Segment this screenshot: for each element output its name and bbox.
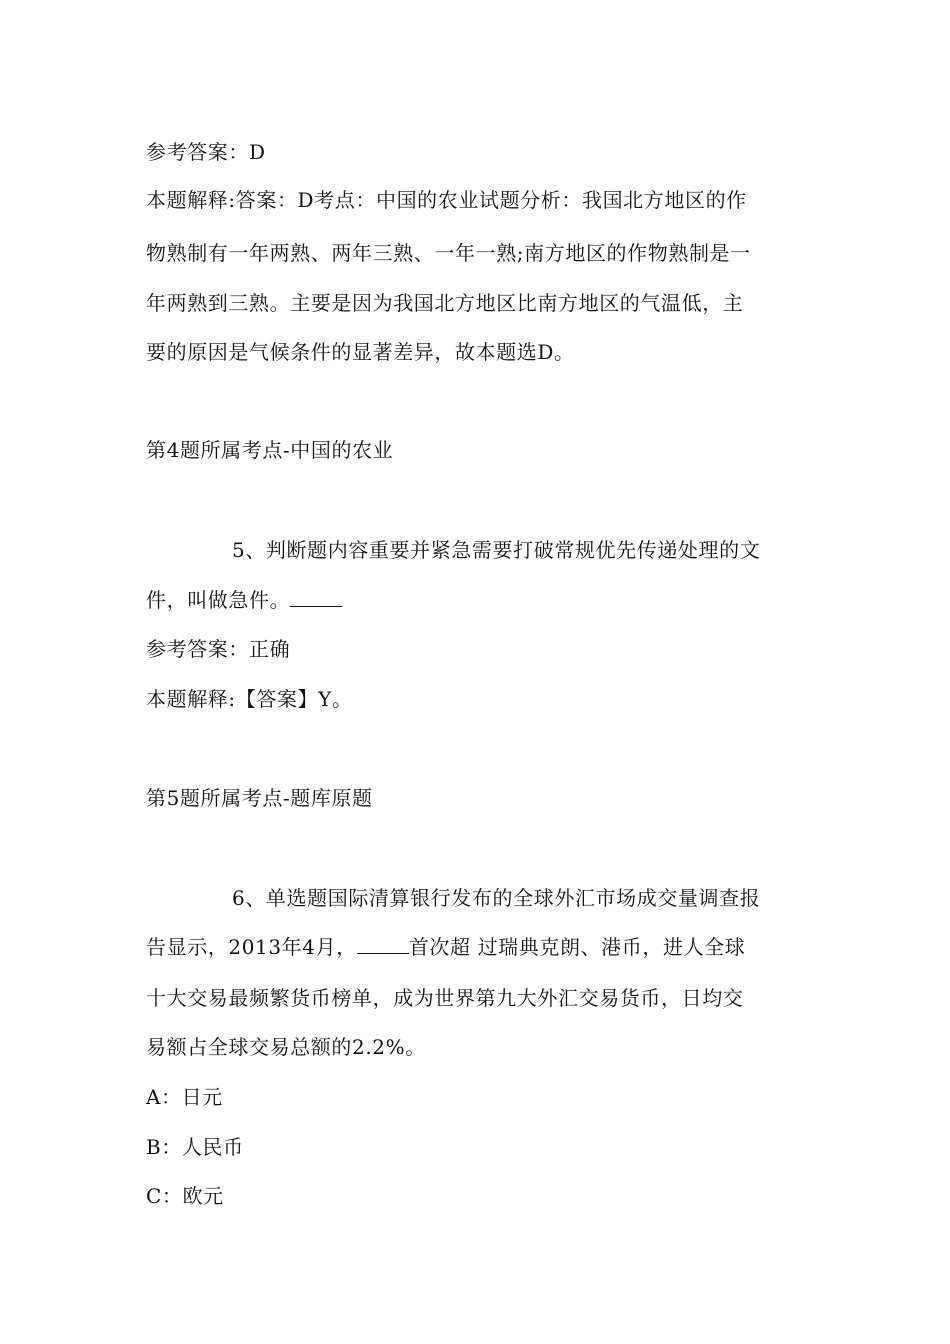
q6-question-line-1: 6、单选题国际清算银行发布的全球外汇市场成交量调查报 bbox=[232, 886, 761, 910]
q4-explanation-line-2: 物熟制有一年两熟、两年三熟、一年一熟;南方地区的作物熟制是一 bbox=[146, 241, 751, 265]
q4-topic: 第4题所属考点-中国的农业 bbox=[146, 438, 394, 462]
q6-question-text-pre: 告显示，2013年4月， bbox=[146, 935, 357, 959]
q5-answer: 参考答案：正确 bbox=[146, 637, 291, 661]
q5-question-text: 件，叫做急件。 bbox=[146, 588, 291, 612]
q5-question-line-2 bbox=[146, 586, 810, 614]
q4-explanation-line-1: 本题解释:答案：D考点：中国的农业试题分析：我国北方地区的作 bbox=[146, 188, 747, 212]
q6-option-c: C：欧元 bbox=[146, 1184, 224, 1208]
q4-answer: 参考答案：D bbox=[146, 140, 266, 164]
q6-option-a: A：日元 bbox=[146, 1085, 223, 1109]
q6-question-line-4: 易额占全球交易总额的2.2%。 bbox=[146, 1035, 426, 1059]
q6-question-line-2 bbox=[146, 933, 810, 961]
answer-blank bbox=[290, 588, 342, 607]
q6-question-text-post: 首次超 过瑞典克朗、港币，进人全球 bbox=[408, 935, 746, 959]
answer-blank bbox=[357, 935, 409, 954]
q6-question-line-3: 十大交易最频繁货币榜单，成为世界第九大外汇交易货币，日均交 bbox=[146, 986, 744, 1010]
q6-option-b: B：人民币 bbox=[146, 1135, 244, 1159]
q5-question-line-1: 5、判断题内容重要并紧急需要打破常规优先传递处理的文 bbox=[232, 538, 761, 562]
q5-explanation: 本题解释:【答案】Y。 bbox=[146, 687, 353, 711]
q5-topic: 第5题所属考点-题库原题 bbox=[146, 786, 373, 810]
q4-explanation-line-4: 要的原因是气候条件的显著差异，故本题选D。 bbox=[146, 340, 575, 364]
q4-explanation-line-3: 年两熟到三熟。主要是因为我国北方地区比南方地区的气温低，主 bbox=[146, 291, 744, 315]
